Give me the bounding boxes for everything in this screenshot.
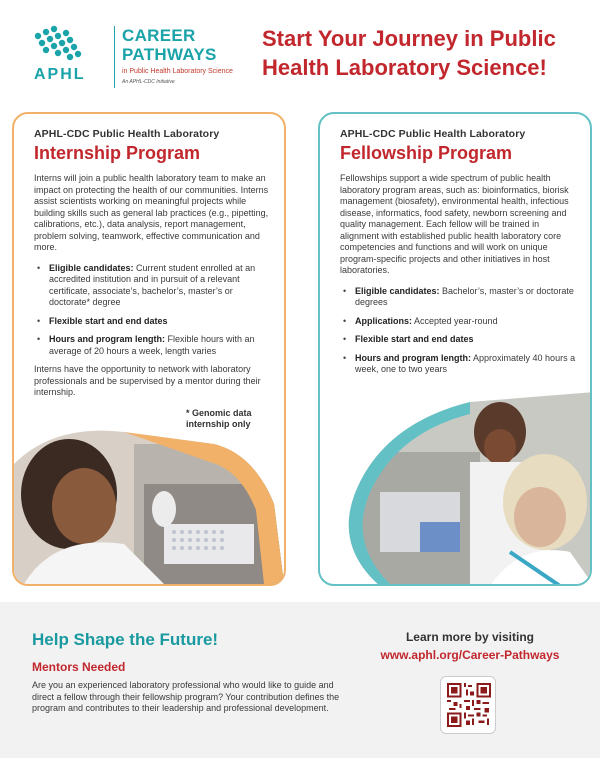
career-pathways-logo[interactable] <box>28 24 238 94</box>
intern-photo-image <box>14 414 284 584</box>
mentor-section <box>0 602 600 758</box>
fellowship-bullet-list <box>340 286 576 376</box>
internship-content <box>34 128 270 399</box>
list-item: • Eligible candidates: Bachelor’s, master’s or doctorate degrees <box>340 286 576 309</box>
learn-more-label: Learn more by visiting <box>405 630 535 644</box>
qr-code[interactable] <box>440 676 496 734</box>
internship-bullet-list <box>34 263 270 358</box>
internship-closing: Interns have the opportunity to network with laboratory professionals and be supervised by a mentor during their internship. <box>34 364 261 397</box>
internship-card <box>12 112 286 586</box>
fellow-photo-image <box>320 392 590 586</box>
fellowship-content <box>340 128 576 383</box>
logo-title-line1: CAREER <box>122 26 196 45</box>
logo-title <box>122 26 217 64</box>
fellowship-intro: Fellowships support a wide spectrum of public health laboratory program areas, such as: bioinformatics, biorisk management (biosafety), environmental health, infectious disease, informatics, food safety, newborn screening and quality management. Each fellow will be trained in alignment with established public health laboratory core competencies and functions and will work on unique program-specific projects and other initiatives in host laboratories. <box>340 173 569 275</box>
logo-subtitle: in Public Health Laboratory Science <box>122 68 233 75</box>
intern-lab-photo <box>14 414 284 584</box>
list-item: • Applications: Accepted year-round <box>340 316 576 328</box>
internship-intro: Interns will join a public health laboratory team to make an impact on protecting the health of our communities. Interns assist scientists working on meaningful projects while building skills such as general lab practices (e.g., pipetting, calibrations, etc.), data analysis, report management, problem solving, teamwork, effective communication and more. <box>34 173 269 252</box>
logo-org-name: APHL <box>34 66 86 83</box>
page-header <box>0 0 600 112</box>
mentor-section-title: Help Shape the Future! <box>32 630 219 649</box>
logo-divider <box>114 26 115 88</box>
fellowship-title: Fellowship Program <box>340 143 513 163</box>
list-item: • Flexible start and end dates <box>34 316 270 328</box>
internship-title: Internship Program <box>34 143 201 163</box>
logo-title-line2: PATHWAYS <box>122 45 217 64</box>
list-item: • Eligible candidates: Current student enrolled at an accredited institution and in pursuit of a relevant certificate, associate’s, bachelor’s, master’s or doctorate* degree <box>34 263 270 309</box>
fellowship-eyebrow: APHL-CDC Public Health Laboratory <box>340 128 526 140</box>
qr-code-icon <box>447 683 491 727</box>
mentor-section-text: Are you an experienced laboratory professional who would like to guide and direct a fellow through their fellowship program? Your contribution defines the program and contributes to their leadership and professional development. <box>32 680 340 713</box>
mentor-section-subtitle: Mentors Needed <box>32 660 126 674</box>
internship-footnote: * Genomic data internship only <box>186 408 252 429</box>
list-item: • Hours and program length: Flexible hours with an average of 20 hours a week, length varies <box>34 334 270 357</box>
page-headline: Start Your Journey in Public Health Laboratory Science! <box>262 26 556 80</box>
internship-eyebrow: APHL-CDC Public Health Laboratory <box>34 128 220 140</box>
logo-tagline: An APHL-CDC Initiative <box>122 79 175 85</box>
fellow-lab-photo <box>320 392 590 586</box>
career-pathways-link[interactable]: www.aphl.org/Career-Pathways <box>380 648 560 662</box>
list-item: • Hours and program length: Approximately 40 hours a week, one to two years <box>340 353 576 376</box>
list-item: • Flexible start and end dates <box>340 334 576 346</box>
fellowship-card <box>318 112 592 586</box>
